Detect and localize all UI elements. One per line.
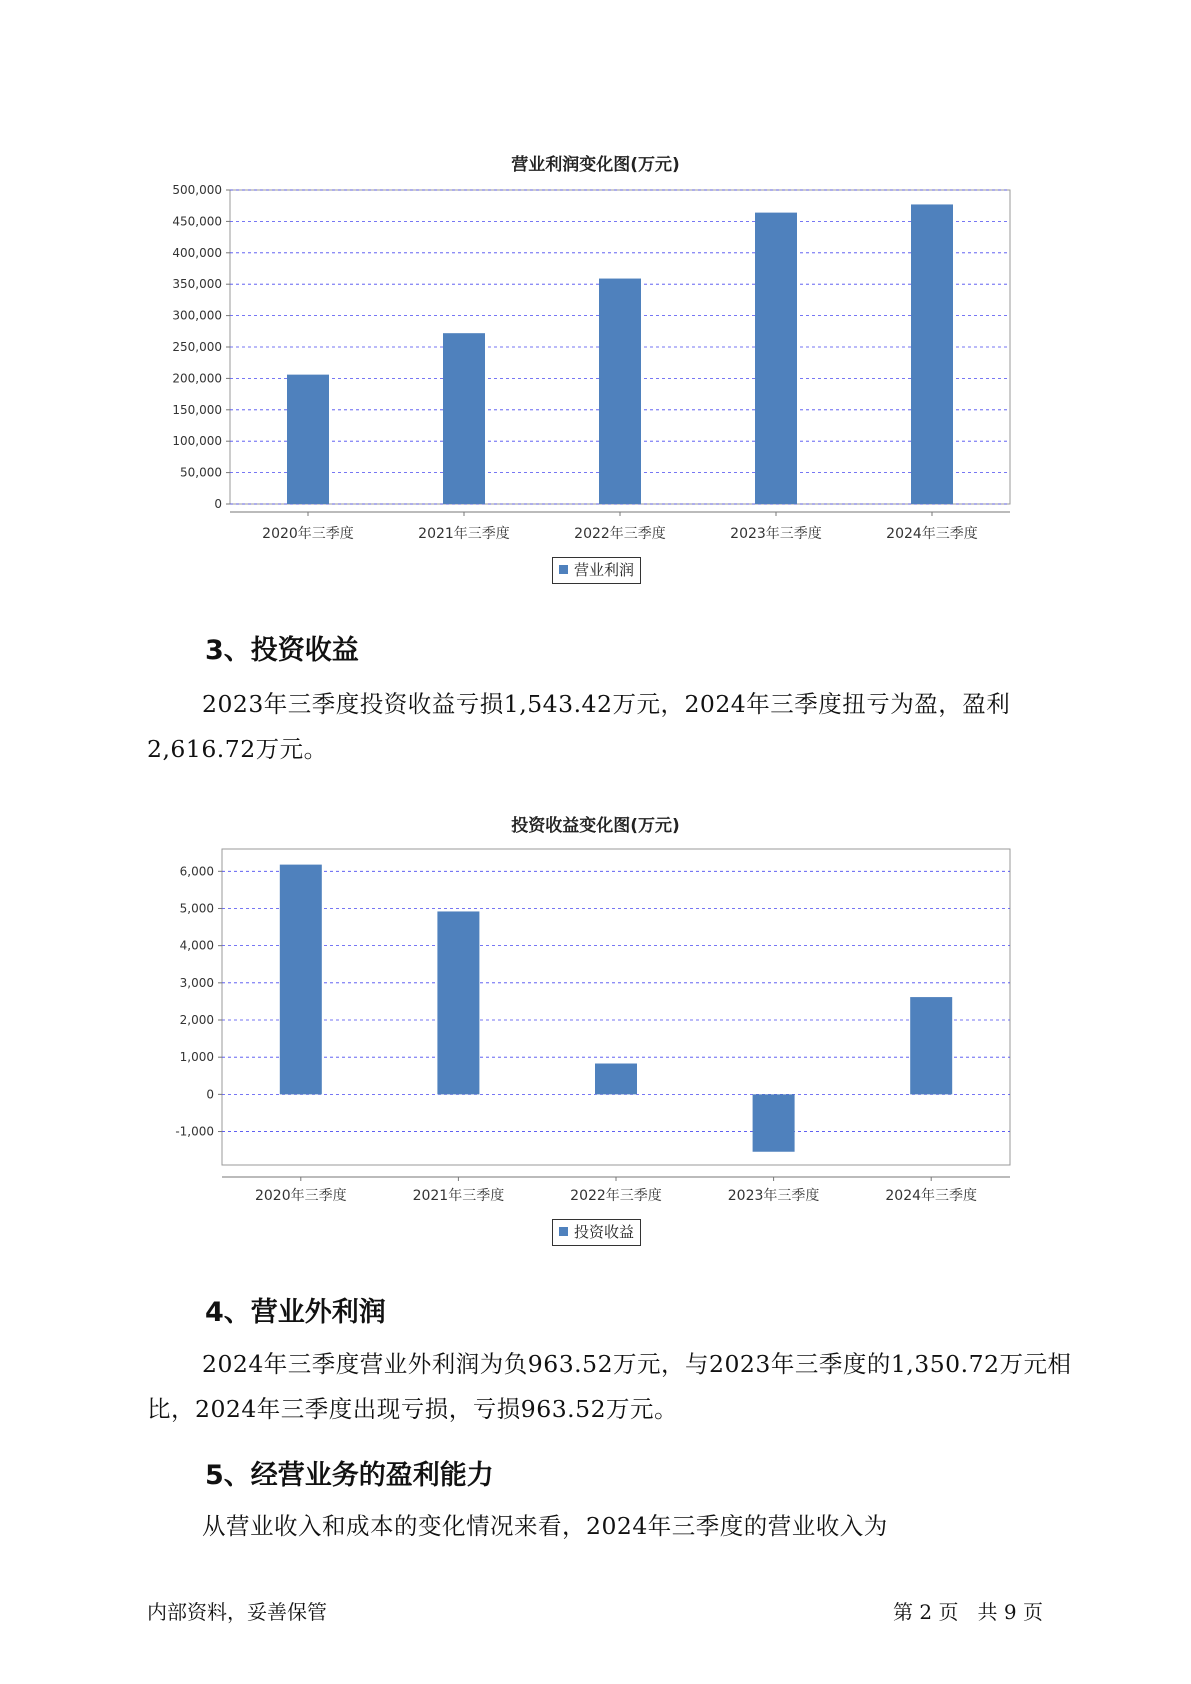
y-tick-label: 5,000 [179, 901, 214, 916]
y-tick-label: 50,000 [180, 465, 222, 480]
y-tick-label: 450,000 [172, 214, 222, 229]
y-tick-label: 2,000 [179, 1013, 214, 1028]
investment-income-legend [552, 1219, 641, 1246]
x-tick-label: 2024年三季度 [885, 1188, 978, 1204]
x-tick-label: 2023年三季度 [730, 526, 822, 542]
section-paragraph-investment-income: 2023年三季度投资收益亏损1,543.42万元，2024年三季度扭亏为盈，盈利2,616.72万元。 [147, 690, 1011, 763]
y-tick-label: 350,000 [172, 277, 222, 292]
section-paragraph-operating-profitability: 从营业收入和成本的变化情况来看，2024年三季度的营业收入为 [202, 1512, 888, 1540]
legend-label: 投资收益 [574, 1223, 635, 1241]
section-paragraph-non-operating-profit: 2024年三季度营业外利润为负963.52万元，与2023年三季度的1,350.72万元相比，2024年三季度出现亏损，亏损963.52万元。 [147, 1350, 1072, 1423]
y-tick-label: 0 [214, 497, 222, 511]
footer-confidential-note: 内部资料，妥善保管 [147, 1600, 327, 1624]
y-tick-label: 6,000 [179, 864, 214, 879]
y-tick-label: 400,000 [172, 245, 222, 260]
bar [595, 1064, 637, 1095]
y-tick-label: 300,000 [172, 308, 222, 323]
bar [287, 375, 329, 504]
x-tick-label: 2022年三季度 [570, 1188, 662, 1204]
y-tick-label: 150,000 [172, 402, 222, 417]
section-heading-operating-profitability: 5、经营业务的盈利能力 [205, 1460, 494, 1491]
bar [755, 213, 797, 504]
legend-swatch [559, 565, 568, 574]
bar [599, 279, 641, 504]
operating-profit-chart-title: 营业利润变化图(万元) [511, 155, 680, 175]
y-tick-label: -1,000 [175, 1124, 214, 1139]
investment-income-chart [0, 835, 1191, 1204]
footer-page-number: 第 2 页 共 9 页 [893, 1600, 1043, 1624]
legend-label: 营业利润 [574, 561, 635, 579]
y-tick-label: 100,000 [172, 434, 222, 449]
y-tick-label: 0 [206, 1087, 214, 1102]
y-tick-label: 1,000 [179, 1050, 214, 1065]
plot-area [222, 849, 1010, 1165]
y-tick-label: 4,000 [179, 938, 214, 953]
bar [911, 204, 953, 504]
x-tick-label: 2024年三季度 [886, 526, 978, 542]
bar [753, 1094, 795, 1151]
operating-profit-chart [0, 170, 1191, 542]
x-tick-label: 2020年三季度 [254, 1188, 347, 1204]
y-tick-label: 250,000 [172, 340, 222, 354]
y-tick-label: 200,000 [172, 371, 222, 386]
bar [437, 911, 479, 1094]
x-tick-label: 2022年三季度 [574, 526, 666, 542]
x-tick-label: 2021年三季度 [418, 526, 510, 542]
y-tick-label: 3,000 [179, 975, 214, 990]
operating-profit-legend [552, 557, 641, 584]
y-tick-label: 500,000 [172, 183, 222, 197]
legend-swatch [559, 1227, 568, 1236]
x-tick-label: 2020年三季度 [262, 526, 354, 542]
x-tick-label: 2021年三季度 [412, 1188, 505, 1204]
bar [910, 997, 952, 1094]
section-heading-investment-income: 3、投资收益 [205, 635, 359, 666]
investment-income-chart-title: 投资收益变化图(万元) [511, 816, 680, 836]
section-heading-non-operating-profit: 4、营业外利润 [205, 1297, 386, 1328]
bar [443, 333, 485, 504]
bar [280, 865, 322, 1095]
x-tick-label: 2023年三季度 [727, 1188, 820, 1204]
